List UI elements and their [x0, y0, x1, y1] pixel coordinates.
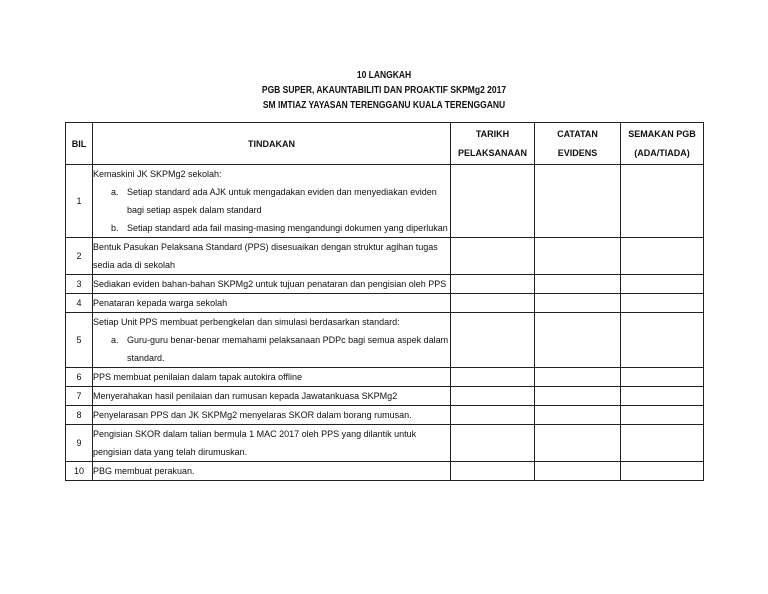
sub-item: [93, 219, 450, 237]
row-semakan-cell[interactable]: [621, 238, 704, 275]
header-catatan-line1: CATATAN: [557, 128, 598, 139]
table-row: [66, 313, 704, 368]
row-bil: 3: [66, 275, 93, 294]
row-semakan-cell[interactable]: [621, 462, 704, 481]
row-tindakan: [93, 238, 451, 275]
row-bil: 6: [66, 368, 93, 387]
title-line-3: SM IMTIAZ YAYASAN TERENGGANU KUALA TERENGGANU: [262, 100, 506, 111]
table-row: [66, 368, 704, 387]
row-tindakan: [93, 387, 451, 406]
row-bil: 4: [66, 294, 93, 313]
action-table: [65, 122, 704, 481]
row-catatan-cell[interactable]: [535, 294, 621, 313]
row-semakan-cell[interactable]: [621, 368, 704, 387]
title-line-1: 10 LANGKAH: [356, 70, 412, 81]
sub-item-label: b.: [111, 223, 119, 233]
row-tindakan: [93, 406, 451, 425]
table-row: [66, 238, 704, 275]
table-row: [66, 294, 704, 313]
row-bil: 1: [66, 165, 93, 238]
row-line: sedia ada di sekolah: [93, 260, 176, 270]
table-row: [66, 462, 704, 481]
sub-item-label: a.: [111, 335, 119, 345]
sub-item: [93, 183, 450, 219]
header-tarikh-line2: PELAKSANAAN: [457, 147, 527, 158]
row-tindakan: [93, 165, 451, 238]
row-tarikh-cell[interactable]: [451, 275, 535, 294]
sub-item: [93, 331, 450, 367]
document-title: [58, 68, 711, 113]
row-catatan-cell[interactable]: [535, 462, 621, 481]
row-line: Bentuk Pasukan Pelaksana Standard (PPS) disesuaikan dengan struktur agihan tugas: [93, 242, 438, 252]
row-catatan-cell[interactable]: [535, 238, 621, 275]
row-semakan-cell[interactable]: [621, 165, 704, 238]
row-line: PBG membuat perakuan.: [93, 466, 195, 476]
row-catatan-cell[interactable]: [535, 165, 621, 238]
row-tarikh-cell[interactable]: [451, 406, 535, 425]
sub-item-line: bagi setiap aspek dalam standard: [127, 205, 262, 215]
row-bil: 7: [66, 387, 93, 406]
title-line-2: PGB SUPER, AKAUNTABILITI DAN PROAKTIF SKPMg2 2017: [261, 85, 507, 96]
row-catatan-cell[interactable]: [535, 368, 621, 387]
row-tarikh-cell[interactable]: [451, 294, 535, 313]
sub-item-line: Setiap standard ada AJK untuk mengadakan eviden dan menyediakan eviden: [127, 187, 437, 197]
sub-item-line: standard.: [127, 353, 165, 363]
row-line: Penataran kepada warga sekolah: [93, 298, 228, 308]
row-line: PPS membuat penilaian dalam tapak autokira offline: [93, 372, 302, 382]
row-line: Penyelarasan PPS dan JK SKPMg2 menyelaras SKOR dalam borang rumusan.: [93, 410, 412, 420]
sub-item-line: Guru-guru benar-benar memahami pelaksanaan PDPc bagi semua aspek dalam: [127, 335, 449, 345]
row-bil: 2: [66, 238, 93, 275]
row-catatan-cell[interactable]: [535, 387, 621, 406]
row-line: pengisian data yang telah dirumuskan.: [93, 447, 248, 457]
row-tindakan: [93, 425, 451, 462]
row-tarikh-cell[interactable]: [451, 165, 535, 238]
sub-item-label: a.: [111, 187, 119, 197]
row-tarikh-cell[interactable]: [451, 368, 535, 387]
row-semakan-cell[interactable]: [621, 387, 704, 406]
row-tindakan: [93, 275, 451, 294]
header-tindakan: TINDAKAN: [93, 123, 451, 165]
table-row: [66, 275, 704, 294]
row-bil: 8: [66, 406, 93, 425]
row-text: Kemaskini JK SKPMg2 sekolah:: [93, 169, 222, 179]
header-semakan-line1: SEMAKAN PGB: [628, 128, 696, 139]
row-semakan-cell[interactable]: [621, 275, 704, 294]
row-tarikh-cell[interactable]: [451, 387, 535, 406]
row-catatan-cell[interactable]: [535, 425, 621, 462]
header-catatan: [535, 123, 621, 165]
row-tindakan: [93, 313, 451, 368]
row-bil: 5: [66, 313, 93, 368]
table-row: [66, 165, 704, 238]
row-semakan-cell[interactable]: [621, 425, 704, 462]
row-catatan-cell[interactable]: [535, 313, 621, 368]
row-catatan-cell[interactable]: [535, 275, 621, 294]
row-tindakan: [93, 368, 451, 387]
header-tarikh: [451, 123, 535, 165]
header-semakan-line2: (ADA/TIADA): [634, 147, 690, 158]
table-header-row: [66, 123, 704, 165]
row-line: Menyerahakan hasil penilaian dan rumusan kepada Jawatankuasa SKPMg2: [93, 391, 398, 401]
row-tarikh-cell[interactable]: [451, 462, 535, 481]
table-row: [66, 387, 704, 406]
row-text: Setiap Unit PPS membuat perbengkelan dan simulasi berdasarkan standard:: [93, 317, 400, 327]
row-bil: 10: [66, 462, 93, 481]
row-bil: 9: [66, 425, 93, 462]
table-row: [66, 425, 704, 462]
row-line: Sediakan eviden bahan-bahan SKPMg2 untuk tujuan penataran dan pengisian oleh PPS: [93, 279, 447, 289]
table-row: [66, 406, 704, 425]
row-semakan-cell[interactable]: [621, 406, 704, 425]
row-tarikh-cell[interactable]: [451, 313, 535, 368]
row-tindakan: [93, 294, 451, 313]
row-tarikh-cell[interactable]: [451, 238, 535, 275]
row-tindakan: [93, 462, 451, 481]
table-body: [66, 165, 704, 481]
header-catatan-line2: EVIDENS: [557, 147, 598, 158]
row-semakan-cell[interactable]: [621, 294, 704, 313]
row-catatan-cell[interactable]: [535, 406, 621, 425]
row-line: Pengisian SKOR dalam talian bermula 1 MAC 2017 oleh PPS yang dilantik untuk: [93, 429, 417, 439]
header-bil: BIL: [66, 123, 93, 165]
row-semakan-cell[interactable]: [621, 313, 704, 368]
header-semakan: [621, 123, 704, 165]
header-tarikh-line1: TARIKH: [475, 128, 510, 139]
row-tarikh-cell[interactable]: [451, 425, 535, 462]
sub-item-line: Setiap standard ada fail masing-masing mengandungi dokumen yang diperlukan: [127, 223, 448, 233]
